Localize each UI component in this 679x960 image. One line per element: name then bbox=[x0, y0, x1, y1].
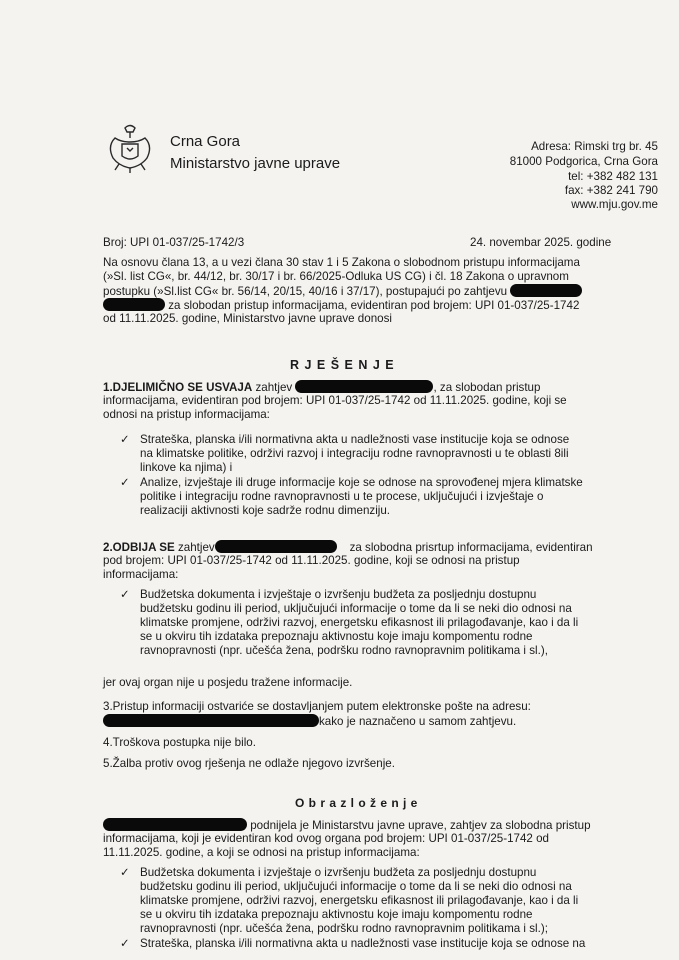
bullet-line: budžetsku godinu ili period, uključujući informacije o tome da li se neki dio odnosi na bbox=[140, 602, 572, 615]
paragraph-3-line: 3.Pristup informaciji ostvariće se dostavljanjem putem elektronske pošte na adresu: bbox=[103, 700, 531, 713]
checkmark-icon: ✓ bbox=[120, 476, 130, 489]
bullet-line: Analize, izvještaje ili druge informacije koje se odnose na sprovođenej mjera klimatske bbox=[140, 476, 583, 489]
paragraph-2-line: 2.ODBIJA SE zahtjev za slobodna prisrtup informacijama, evidentiran bbox=[103, 541, 593, 554]
intro-line: (»Sl. list CG«, br. 44/12, br. 30/17 i br. 66/2025-Odluka US CG) i čl. 18 Zakona o upravnom bbox=[103, 270, 569, 283]
checkmark-icon: ✓ bbox=[120, 866, 130, 879]
phone-line: tel: +382 482 131 bbox=[568, 170, 658, 183]
bullet-line: politike i integraciju rodne ravnopravnosti u te procese, uključujući i izvještaje o bbox=[140, 490, 544, 503]
paragraph-2-line: pod brojem: UPI 01-037/25-1742 od 11.11.2025. godine, koji se odnosi na pristup bbox=[103, 554, 520, 567]
bullet-line: se u okviru tih izdataka prepoznaju aktivnostu koje imaju kompomentu rodne bbox=[140, 908, 533, 921]
reference-number: Broj: UPI 01-037/25-1742/3 bbox=[103, 236, 245, 249]
reasoning-line: informacijama, koji je evidentiran kod ovog organa pod brojem: UPI 01-037/25-1742 od bbox=[103, 832, 549, 845]
reasoning-line: 11.11.2025. godine, a koji se odnosi na pristup informacijama: bbox=[103, 846, 420, 859]
redaction bbox=[103, 818, 247, 831]
bullet-line: realizaciji aktivnosti koje sadrže rodnu dimenziju. bbox=[140, 504, 391, 517]
bullet-line: na klimatske politike, održivi razvoj i integraciju rodne ravnopravnosti u te oblasti 8ili bbox=[140, 447, 569, 460]
paragraph-1-line: 1.DJELIMIČNO SE USVAJA zahtjev , za slobodan pristup bbox=[103, 381, 541, 394]
checkmark-icon: ✓ bbox=[120, 588, 130, 601]
intro-line: postupku (»Sl.list CG« br. 56/14, 20/15, 40/16 i 37/17), postupajući po zahtjevu bbox=[103, 284, 582, 299]
country-name: Crna Gora bbox=[170, 133, 241, 150]
bullet-line: Budžetska dokumenta i izvještaje o izvršenju budžeta za posljednju dostupnu bbox=[140, 866, 537, 879]
bullet-line: se u okviru tih izdataka prepoznaju aktivnostu koje imaju kompomentu rodne bbox=[140, 630, 533, 643]
paragraph-1-line: odnosi na pristup informacijama: bbox=[103, 408, 270, 421]
redaction bbox=[215, 540, 337, 553]
fax-line: fax: +382 241 790 bbox=[564, 184, 658, 197]
bullet-line: ravnopravnosti (npr. učešća žena, podršku rodno ravnopravnim politikama i sl.); bbox=[140, 922, 548, 935]
intro-line: od 11.11.2025. godine, Ministarstvo javne uprave donosi bbox=[103, 312, 392, 325]
bullet-line: budžetsku godinu ili period, uključujući informacije o tome da li se neki dio odnosi na bbox=[140, 880, 572, 893]
bullet-line: linkove ka njima) i bbox=[140, 461, 233, 474]
bullet-line: Strateška, planska i/ili normativna akta u nadležnosti vase institucije koja se odnose bbox=[140, 433, 570, 446]
address-line: Adresa: Rimski trg br. 45 bbox=[531, 140, 658, 153]
section-title: R J E Š E N J E bbox=[290, 358, 395, 372]
paragraph-1-line: informacijama, evidentiran pod brojem: UPI 01-037/25-1742 od 11.11.2025. godine, koji se bbox=[103, 394, 567, 407]
ministry-name: Ministarstvo javne uprave bbox=[170, 155, 341, 172]
checkmark-icon: ✓ bbox=[120, 937, 130, 950]
section-title: O b r a z l o ž e n j e bbox=[295, 796, 418, 810]
redaction bbox=[295, 380, 433, 393]
bullet-line: klimatske promjene, održivi razvoj, energetsku efikasnost ili prilagođavanje, kao i da li bbox=[140, 894, 579, 907]
paragraph-3-line: kako je naznačeno u samom zahtjevu. bbox=[103, 714, 516, 729]
paragraph-2-after: jer ovaj organ nije u posjedu tražene informacije. bbox=[103, 676, 353, 689]
bullet-line: klimatske promjene, održivi razvoj, energetsku efikasnost ili prilagođavanje, kao i da li bbox=[140, 616, 579, 629]
website-line: www.mju.gov.me bbox=[571, 198, 658, 211]
intro-line: Na osnovu člana 13, a u vezi člana 30 stav 1 i 5 Zakona o slobodnom pristupu informacijama bbox=[103, 256, 580, 269]
bullet-line: Budžetska dokumenta i izvještaje o izvršenju budžeta za posljednju dostupnu bbox=[140, 588, 537, 601]
reasoning-line: podnijela je Ministarstvu javne uprave, zahtjev za slobodna pristup bbox=[103, 818, 591, 833]
bullet-line: Strateška, planska i/ili normativna akta u nadležnosti vase institucije koja se odnose na bbox=[140, 937, 586, 950]
checkmark-icon: ✓ bbox=[120, 433, 130, 446]
redaction bbox=[103, 298, 165, 311]
bullet-line: ravnopravnosti (npr. učešća žena, podršku rodno ravnopravnim politikama i sl.), bbox=[140, 644, 548, 657]
reference-date: 24. novembar 2025. godine bbox=[470, 236, 612, 249]
paragraph-2-line: informacijama: bbox=[103, 568, 179, 581]
paragraph-4: 4.Troškova postupka nije bilo. bbox=[103, 736, 256, 749]
coat-of-arms-icon bbox=[105, 122, 155, 174]
redaction bbox=[103, 714, 319, 727]
intro-line: za slobodan pristup informacijama, evidentiran pod brojem: UPI 01-037/25-1742 bbox=[103, 298, 579, 313]
paragraph-5: 5.Žalba protiv ovog rješenja ne odlaže njegovo izvršenje. bbox=[103, 757, 395, 770]
redaction bbox=[510, 284, 582, 297]
address-line: 81000 Podgorica, Crna Gora bbox=[509, 155, 658, 168]
